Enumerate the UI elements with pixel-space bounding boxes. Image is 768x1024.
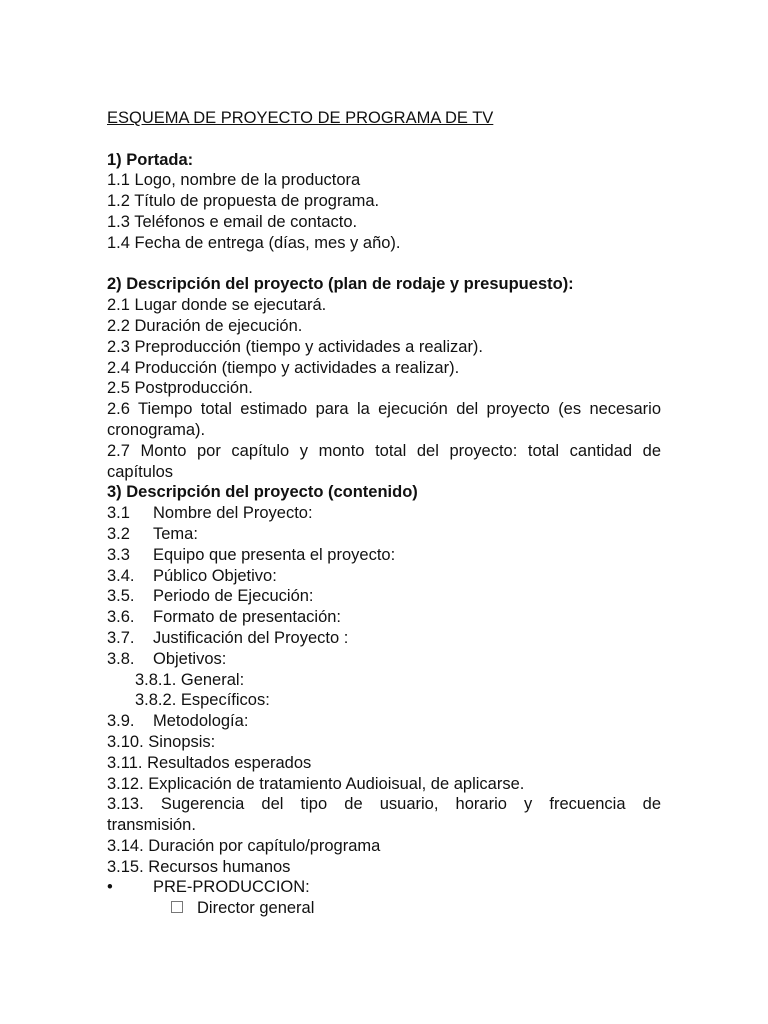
item-text: Justificación del Proyecto : xyxy=(153,628,349,647)
section-2-item-6-line-2: cronograma). xyxy=(107,420,206,439)
item-number: 3.7. xyxy=(107,628,135,647)
item-number: 3.12. xyxy=(107,774,144,793)
item-number: 3.2 xyxy=(107,524,130,543)
section-3-item xyxy=(107,753,661,774)
section-3-item xyxy=(107,649,661,670)
section-2-item: 2.1 Lugar donde se ejecutará. xyxy=(107,296,327,315)
item-text: Explicación de tratamiento Audioisual, de aplicarse. xyxy=(148,774,525,793)
document-title: ESQUEMA DE PROYECTO DE PROGRAMA DE TV xyxy=(107,109,494,127)
section-3-item xyxy=(107,524,661,545)
section-2-heading: 2) Descripción del proyecto (plan de rodaje y presupuesto): xyxy=(107,275,574,294)
item-text: Tema: xyxy=(153,524,198,543)
item-text: Metodología: xyxy=(153,712,249,731)
section-3-item xyxy=(107,711,661,732)
section-3-item xyxy=(107,586,661,607)
item-number: 3.10. xyxy=(107,732,144,751)
checkbox-item-director xyxy=(107,898,661,919)
section-2-item-7-line-2: capítulos xyxy=(107,462,174,481)
section-2-item-7-line-1: 2.7 Monto por capítulo y monto total del proyecto: total cantidad de xyxy=(107,441,661,460)
item-number: 3.6. xyxy=(107,608,135,627)
item-number: 3.11. xyxy=(107,753,143,772)
item-text: Objetivos: xyxy=(153,649,227,668)
section-3-item-15: 3.15. Recursos humanos xyxy=(107,857,291,876)
section-1-item: 1.4 Fecha de entrega (días, mes y año). xyxy=(107,233,401,252)
item-text: Nombre del Proyecto: xyxy=(153,504,313,523)
section-3-heading: 3) Descripción del proyecto (contenido) xyxy=(107,483,418,502)
document-page xyxy=(107,108,661,919)
item-text: Sinopsis: xyxy=(148,732,216,751)
section-3-item xyxy=(107,774,661,795)
section-3-item xyxy=(107,503,661,524)
section-3-item xyxy=(107,607,661,628)
bullet-icon: • xyxy=(107,878,113,897)
spacer xyxy=(107,129,661,150)
section-3-item xyxy=(107,628,661,649)
item-text: Periodo de Ejecución: xyxy=(153,587,314,606)
section-3-item-13-line-2: transmisión. xyxy=(107,816,196,835)
section-3-item xyxy=(107,545,661,566)
item-text: Público Objetivo: xyxy=(153,566,277,585)
section-3-sub-item: 3.8.2. Específicos: xyxy=(135,691,270,710)
section-2-item: 2.3 Preproducción (tiempo y actividades a realizar). xyxy=(107,337,484,356)
section-1-item: 1.1 Logo, nombre de la productora xyxy=(107,171,361,190)
section-2-item: 2.4 Producción (tiempo y actividades a realizar). xyxy=(107,358,460,377)
item-number: 3.1 xyxy=(107,504,130,523)
item-text: Equipo que presenta el proyecto: xyxy=(153,545,396,564)
checkbox-icon xyxy=(171,901,183,913)
section-1-item: 1.3 Teléfonos e email de contacto. xyxy=(107,212,358,231)
section-3-item xyxy=(107,566,661,587)
section-3-sub-item: 3.8.1. General: xyxy=(135,670,245,689)
item-number: 3.4. xyxy=(107,566,135,585)
section-2-item: 2.5 Postproducción. xyxy=(107,379,253,398)
checkbox-label: Director general xyxy=(197,899,315,918)
item-number: 3.5. xyxy=(107,587,135,606)
item-text: Formato de presentación: xyxy=(153,608,342,627)
spacer xyxy=(107,254,661,275)
item-number: 3.9. xyxy=(107,712,135,731)
item-number: 3.8. xyxy=(107,649,135,668)
bullet-item-pre-produccion xyxy=(107,877,661,898)
section-3-item xyxy=(107,732,661,753)
section-1-item: 1.2 Título de propuesta de programa. xyxy=(107,192,380,211)
section-2-item-6-line-1: 2.6 Tiempo total estimado para la ejecución del proyecto (es necesario xyxy=(107,400,661,419)
section-3-item-14: 3.14. Duración por capítulo/programa xyxy=(107,836,381,855)
item-number: 3.3 xyxy=(107,545,130,564)
bullet-label: PRE-PRODUCCION: xyxy=(153,878,310,897)
section-1-heading: 1) Portada: xyxy=(107,150,194,169)
section-3-item-13-line-1: 3.13. Sugerencia del tipo de usuario, horario y frecuencia de xyxy=(107,795,661,814)
item-text: Resultados esperados xyxy=(147,753,312,772)
section-2-item: 2.2 Duración de ejecución. xyxy=(107,316,303,335)
